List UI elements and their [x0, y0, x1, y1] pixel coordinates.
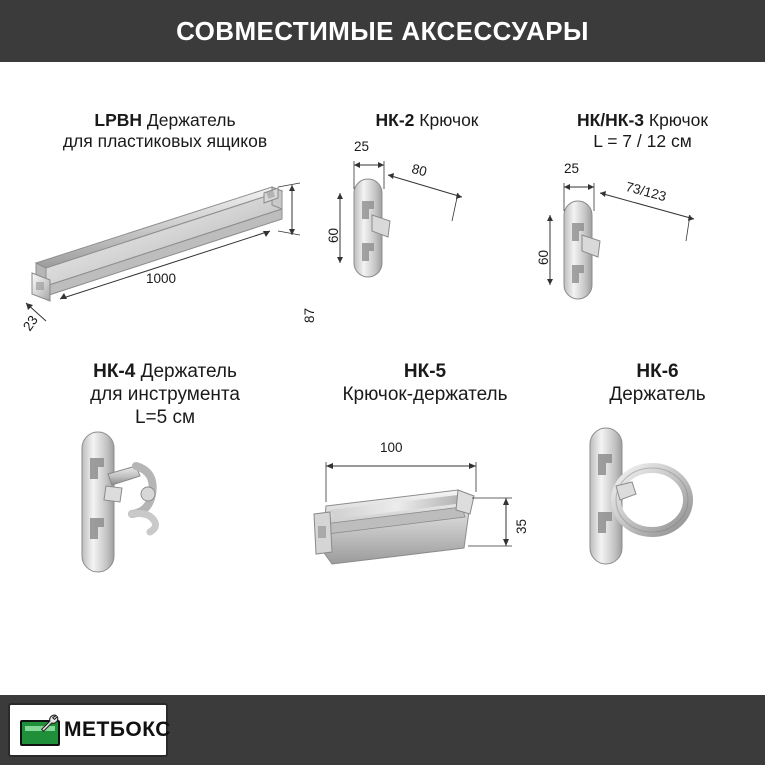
- tool-holder-icon: [20, 430, 310, 610]
- dimension-60: 60: [536, 249, 551, 265]
- page-title: СОВМЕСТИМЫЕ АКСЕССУАРЫ: [176, 15, 589, 46]
- accessory-figure-lpbh: [20, 153, 317, 353]
- dimension-60: 60: [326, 228, 341, 244]
- dimension-25: 25: [354, 139, 370, 155]
- accessory-name-line2: L = 7 / 12 см: [593, 131, 692, 152]
- brand-name: МЕТБОКС: [64, 718, 171, 741]
- accessory-figure-nk3: [530, 153, 755, 353]
- accessory-caption: [560, 360, 755, 406]
- accessory-name-line1: Держатель: [146, 110, 236, 130]
- dimension-100: 100: [380, 440, 403, 456]
- accessories-grid: [0, 62, 765, 695]
- accessory-code: НК-2: [375, 110, 415, 130]
- accessory-name-line2: для пластиковых ящиков: [62, 131, 268, 152]
- dimension-80: 80: [410, 161, 429, 180]
- accessory-figure-nk2: [322, 131, 532, 331]
- dimension-23: 23: [20, 312, 41, 334]
- accessory-card-nk5[interactable]: [300, 360, 550, 620]
- accessory-name-line1: Крючок: [419, 110, 479, 130]
- dimension-87: 87: [302, 307, 317, 323]
- accessory-caption: [20, 110, 310, 153]
- accessory-card-nk2[interactable]: [322, 110, 532, 331]
- accessory-figure-nk4: [20, 430, 310, 610]
- accessory-name-line1: Крючок-держатель: [342, 384, 508, 406]
- accessory-code: НК/НК-3: [576, 110, 644, 130]
- accessory-name-line1: Держатель: [140, 361, 237, 382]
- clamp-holder-icon: [300, 440, 550, 620]
- dimension-1000: 1000: [146, 270, 177, 286]
- dimension-73-123: 73/123: [624, 178, 668, 204]
- accessory-name-line1: Держатель: [609, 384, 706, 406]
- accessory-name-line3: L=5 см: [134, 407, 196, 429]
- footer-bar: [0, 695, 765, 765]
- brand-logo[interactable]: [8, 703, 171, 757]
- accessory-figure-nk6: [560, 426, 755, 606]
- accessory-figure-nk5: [300, 440, 550, 620]
- accessory-card-nk6[interactable]: [560, 360, 755, 606]
- accessory-code: НК-5: [403, 361, 447, 382]
- wrench-icon: [38, 712, 60, 734]
- accessory-caption: [530, 110, 755, 153]
- header-bar: [0, 0, 765, 62]
- accessory-caption: [300, 360, 550, 406]
- accessory-card-nk3[interactable]: [530, 110, 755, 353]
- ring-holder-icon: [560, 426, 755, 606]
- dimension-25: 25: [564, 160, 580, 176]
- accessory-caption: [322, 110, 532, 131]
- accessory-code: LPBH: [94, 110, 143, 130]
- accessory-caption: [20, 360, 310, 430]
- accessory-code: НК-6: [636, 361, 679, 382]
- plastic-box-holder-rail-icon: [20, 153, 310, 353]
- toolbox-wrench-icon: [16, 710, 62, 750]
- accessory-card-nk4[interactable]: [20, 360, 310, 610]
- single-hook-icon: [322, 131, 532, 331]
- accessory-code: НК-4: [93, 361, 136, 382]
- accessory-card-lpbh[interactable]: [20, 110, 317, 353]
- accessory-name-line2: для инструмента: [90, 384, 240, 406]
- accessory-name-line1: Крючок: [648, 110, 709, 130]
- dimension-35: 35: [514, 519, 529, 535]
